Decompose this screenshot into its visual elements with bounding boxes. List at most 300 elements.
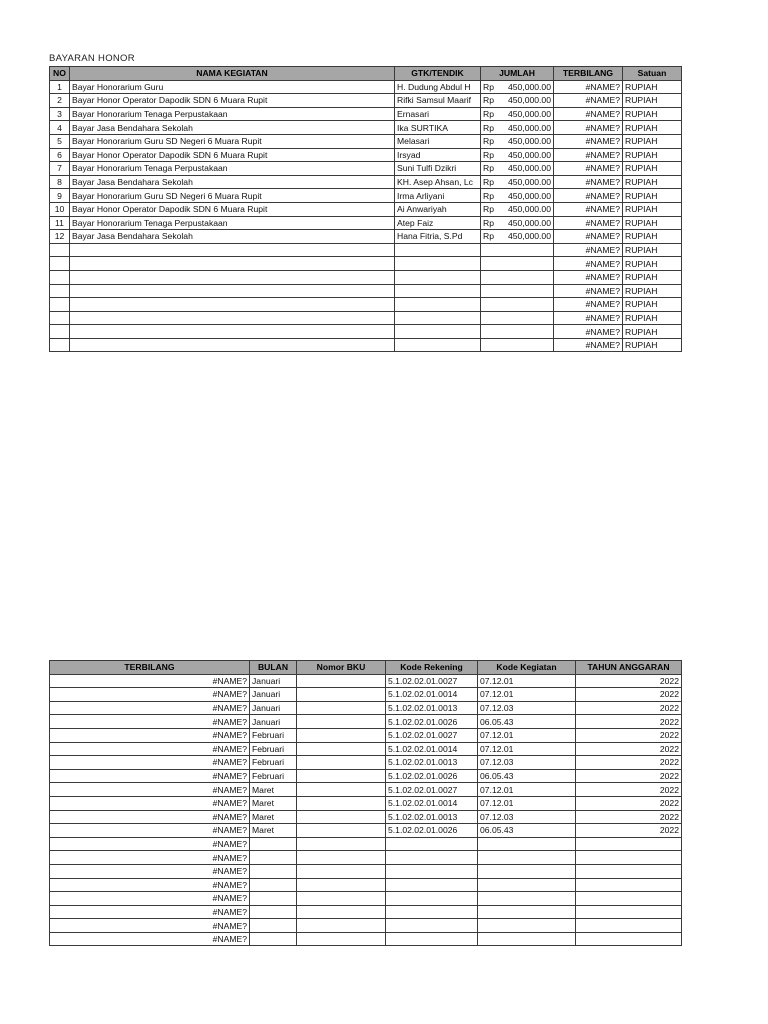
kode-kegiatan-cell[interactable] <box>478 864 576 878</box>
terbilang-cell[interactable]: #NAME? <box>50 837 250 851</box>
table-row <box>50 162 682 176</box>
gtk-tendik-cell[interactable] <box>395 284 481 298</box>
no-cell[interactable]: 10 <box>50 202 70 216</box>
gtk-tendik-cell[interactable] <box>395 325 481 339</box>
terbilang-cell[interactable]: #NAME? <box>50 742 250 756</box>
amount-value: 450,000.00 <box>507 136 551 147</box>
jumlah-cell[interactable] <box>481 189 554 203</box>
gtk-tendik-cell[interactable] <box>395 257 481 271</box>
nama-kegiatan-cell[interactable]: Bayar Honor Operator Dapodik SDN 6 Muara Rupit <box>70 148 395 162</box>
header-gtk-tendik[interactable]: GTK/TENDIK <box>395 67 481 81</box>
satuan-cell[interactable]: RUPIAH <box>623 94 682 108</box>
table-row <box>50 878 682 892</box>
kode-kegiatan-cell[interactable]: 06.05.43 <box>478 824 576 838</box>
terbilang-cell[interactable]: #NAME? <box>554 311 623 325</box>
terbilang-cell[interactable]: #NAME? <box>554 216 623 230</box>
kode-kegiatan-cell[interactable] <box>478 837 576 851</box>
jumlah-cell[interactable] <box>481 121 554 135</box>
nomor-bku-cell[interactable] <box>297 742 386 756</box>
gtk-tendik-cell[interactable] <box>395 270 481 284</box>
kode-rekening-cell[interactable] <box>386 892 478 906</box>
kode-rekening-cell[interactable] <box>386 864 478 878</box>
nomor-bku-cell[interactable] <box>297 796 386 810</box>
header-nomor-bku[interactable]: Nomor BKU <box>297 661 386 675</box>
terbilang-cell[interactable]: #NAME? <box>554 243 623 257</box>
gtk-tendik-cell[interactable]: Ika SURTIKA <box>395 121 481 135</box>
satuan-cell[interactable]: RUPIAH <box>623 311 682 325</box>
nama-kegiatan-cell[interactable]: Bayar Honorarium Tenaga Perpustakaan <box>70 162 395 176</box>
satuan-cell[interactable]: RUPIAH <box>623 80 682 94</box>
kode-rekening-cell[interactable] <box>386 878 478 892</box>
table-row <box>50 688 682 702</box>
table-row <box>50 216 682 230</box>
kode-kegiatan-cell[interactable] <box>478 919 576 933</box>
terbilang-cell[interactable]: #NAME? <box>554 202 623 216</box>
bulan-cell[interactable] <box>250 919 297 933</box>
tahun-anggaran-cell[interactable]: 2022 <box>576 796 682 810</box>
nama-kegiatan-cell[interactable]: Bayar Jasa Bendahara Sekolah <box>70 230 395 244</box>
satuan-cell[interactable]: RUPIAH <box>623 189 682 203</box>
satuan-cell[interactable]: RUPIAH <box>623 243 682 257</box>
nama-kegiatan-cell[interactable] <box>70 325 395 339</box>
table-row <box>50 674 682 688</box>
no-cell[interactable]: 4 <box>50 121 70 135</box>
satuan-cell[interactable]: RUPIAH <box>623 162 682 176</box>
honor-table <box>49 66 682 352</box>
nomor-bku-cell[interactable] <box>297 688 386 702</box>
header-kode-rekening[interactable]: Kode Rekening <box>386 661 478 675</box>
amount-value: 450,000.00 <box>507 163 551 174</box>
kode-kegiatan-cell[interactable]: 07.12.01 <box>478 796 576 810</box>
jumlah-cell[interactable] <box>481 94 554 108</box>
kode-rekening-cell[interactable]: 5.1.02.02.01.0014 <box>386 688 478 702</box>
tahun-anggaran-cell[interactable]: 2022 <box>576 742 682 756</box>
satuan-cell[interactable]: RUPIAH <box>623 284 682 298</box>
tahun-anggaran-cell[interactable] <box>576 878 682 892</box>
terbilang-cell[interactable]: #NAME? <box>554 284 623 298</box>
satuan-cell[interactable]: RUPIAH <box>623 298 682 312</box>
gtk-tendik-cell[interactable]: Rifki Samsul Maarif <box>395 94 481 108</box>
satuan-cell[interactable]: RUPIAH <box>623 216 682 230</box>
nama-kegiatan-cell[interactable] <box>70 311 395 325</box>
table-row <box>50 257 682 271</box>
terbilang-cell[interactable]: #NAME? <box>554 121 623 135</box>
gtk-tendik-cell[interactable]: Irsyad <box>395 148 481 162</box>
kode-kegiatan-cell[interactable]: 07.12.01 <box>478 742 576 756</box>
bulan-cell[interactable]: Februari <box>250 742 297 756</box>
nomor-bku-cell[interactable] <box>297 878 386 892</box>
honor-table-header <box>50 67 682 81</box>
nama-kegiatan-cell[interactable] <box>70 284 395 298</box>
satuan-cell[interactable]: RUPIAH <box>623 107 682 121</box>
nama-kegiatan-cell[interactable] <box>70 257 395 271</box>
kode-rekening-cell[interactable] <box>386 851 478 865</box>
table-row <box>50 824 682 838</box>
jumlah-cell[interactable] <box>481 175 554 189</box>
table-row <box>50 338 682 352</box>
currency-label: Rp <box>483 204 494 215</box>
table-row <box>50 756 682 770</box>
nomor-bku-cell[interactable] <box>297 851 386 865</box>
terbilang-cell[interactable]: #NAME? <box>554 189 623 203</box>
tahun-anggaran-cell[interactable]: 2022 <box>576 701 682 715</box>
jumlah-cell[interactable] <box>481 148 554 162</box>
kode-rekening-cell[interactable]: 5.1.02.02.01.0013 <box>386 810 478 824</box>
table-row <box>50 121 682 135</box>
header-kode-kegiatan[interactable]: Kode Kegiatan <box>478 661 576 675</box>
header-nama-kegiatan[interactable]: NAMA KEGIATAN <box>70 67 395 81</box>
header-tahun-anggaran[interactable]: TAHUN ANGGARAN <box>576 661 682 675</box>
terbilang-cell[interactable]: #NAME? <box>554 298 623 312</box>
bulan-cell[interactable]: Maret <box>250 796 297 810</box>
no-cell[interactable]: 12 <box>50 230 70 244</box>
terbilang-cell[interactable]: #NAME? <box>50 851 250 865</box>
gtk-tendik-cell[interactable] <box>395 338 481 352</box>
nomor-bku-cell[interactable] <box>297 769 386 783</box>
gtk-tendik-cell[interactable]: Irma Arliyani <box>395 189 481 203</box>
bulan-cell[interactable] <box>250 932 297 946</box>
nama-kegiatan-cell[interactable]: Bayar Honorarium Tenaga Perpustakaan <box>70 216 395 230</box>
gtk-tendik-cell[interactable] <box>395 243 481 257</box>
satuan-cell[interactable]: RUPIAH <box>623 148 682 162</box>
nama-kegiatan-cell[interactable] <box>70 270 395 284</box>
currency-label: Rp <box>483 109 494 120</box>
bulan-cell[interactable]: Januari <box>250 715 297 729</box>
no-cell[interactable]: 9 <box>50 189 70 203</box>
terbilang-cell[interactable]: #NAME? <box>50 728 250 742</box>
kode-kegiatan-cell[interactable]: 07.12.01 <box>478 783 576 797</box>
bulan-cell[interactable]: Februari <box>250 756 297 770</box>
terbilang-cell[interactable]: #NAME? <box>50 769 250 783</box>
no-cell[interactable] <box>50 270 70 284</box>
bulan-cell[interactable] <box>250 837 297 851</box>
terbilang-cell[interactable]: #NAME? <box>50 715 250 729</box>
jumlah-cell[interactable] <box>481 80 554 94</box>
bulan-cell[interactable] <box>250 905 297 919</box>
tahun-anggaran-cell[interactable]: 2022 <box>576 769 682 783</box>
jumlah-cell[interactable] <box>481 311 554 325</box>
terbilang-cell[interactable]: #NAME? <box>50 878 250 892</box>
terbilang-cell[interactable]: #NAME? <box>50 701 250 715</box>
tahun-anggaran-cell[interactable]: 2022 <box>576 728 682 742</box>
bulan-cell[interactable] <box>250 864 297 878</box>
satuan-cell[interactable]: RUPIAH <box>623 134 682 148</box>
bulan-cell[interactable]: Maret <box>250 824 297 838</box>
nomor-bku-cell[interactable] <box>297 810 386 824</box>
table-row <box>50 919 682 933</box>
nama-kegiatan-cell[interactable]: Bayar Jasa Bendahara Sekolah <box>70 121 395 135</box>
table-row <box>50 905 682 919</box>
terbilang-cell[interactable]: #NAME? <box>50 810 250 824</box>
tahun-anggaran-cell[interactable]: 2022 <box>576 688 682 702</box>
bulan-cell[interactable] <box>250 878 297 892</box>
gtk-tendik-cell[interactable]: Ai Anwariyah <box>395 202 481 216</box>
nomor-bku-cell[interactable] <box>297 728 386 742</box>
kode-kegiatan-cell[interactable]: 07.12.03 <box>478 810 576 824</box>
no-cell[interactable]: 2 <box>50 94 70 108</box>
kode-kegiatan-cell[interactable]: 07.12.03 <box>478 701 576 715</box>
table-row <box>50 311 682 325</box>
tahun-anggaran-cell[interactable]: 2022 <box>576 674 682 688</box>
gtk-tendik-cell[interactable]: Hana Fitria, S.Pd <box>395 230 481 244</box>
kode-rekening-cell[interactable] <box>386 837 478 851</box>
no-cell[interactable]: 5 <box>50 134 70 148</box>
table-row <box>50 80 682 94</box>
no-cell[interactable] <box>50 243 70 257</box>
gtk-tendik-cell[interactable]: Suni Tulfi Dzikri <box>395 162 481 176</box>
jumlah-cell[interactable] <box>481 134 554 148</box>
terbilang-cell[interactable]: #NAME? <box>50 783 250 797</box>
no-cell[interactable]: 3 <box>50 107 70 121</box>
jumlah-cell[interactable] <box>481 298 554 312</box>
no-cell[interactable]: 11 <box>50 216 70 230</box>
kode-rekening-cell[interactable]: 5.1.02.02.01.0027 <box>386 674 478 688</box>
gtk-tendik-cell[interactable]: Atep Faiz <box>395 216 481 230</box>
currency-label: Rp <box>483 81 494 92</box>
tahun-anggaran-cell[interactable] <box>576 905 682 919</box>
jumlah-cell[interactable] <box>481 162 554 176</box>
jumlah-cell[interactable] <box>481 107 554 121</box>
satuan-cell[interactable]: RUPIAH <box>623 121 682 135</box>
kode-rekening-cell[interactable]: 5.1.02.02.01.0027 <box>386 783 478 797</box>
tahun-anggaran-cell[interactable] <box>576 864 682 878</box>
terbilang-cell[interactable]: #NAME? <box>50 919 250 933</box>
satuan-cell[interactable]: RUPIAH <box>623 338 682 352</box>
amount-value: 450,000.00 <box>507 204 551 215</box>
tahun-anggaran-cell[interactable] <box>576 919 682 933</box>
nomor-bku-cell[interactable] <box>297 919 386 933</box>
bulan-cell[interactable] <box>250 892 297 906</box>
gtk-tendik-cell[interactable]: Ernasari <box>395 107 481 121</box>
bulan-cell[interactable]: Februari <box>250 769 297 783</box>
nomor-bku-cell[interactable] <box>297 824 386 838</box>
nama-kegiatan-cell[interactable]: Bayar Honor Operator Dapodik SDN 6 Muara Rupit <box>70 94 395 108</box>
terbilang-cell[interactable]: #NAME? <box>50 756 250 770</box>
tahun-anggaran-cell[interactable]: 2022 <box>576 756 682 770</box>
table-row <box>50 94 682 108</box>
satuan-cell[interactable]: RUPIAH <box>623 270 682 284</box>
kode-kegiatan-cell[interactable] <box>478 905 576 919</box>
bulan-cell[interactable]: Januari <box>250 688 297 702</box>
terbilang-cell[interactable]: #NAME? <box>554 270 623 284</box>
tahun-anggaran-cell[interactable]: 2022 <box>576 810 682 824</box>
satuan-cell[interactable]: RUPIAH <box>623 325 682 339</box>
jumlah-cell[interactable] <box>481 284 554 298</box>
bulan-cell[interactable]: Februari <box>250 728 297 742</box>
terbilang-cell[interactable]: #NAME? <box>50 932 250 946</box>
amount-value: 450,000.00 <box>507 231 551 242</box>
terbilang-cell[interactable]: #NAME? <box>554 107 623 121</box>
terbilang-cell[interactable]: #NAME? <box>50 892 250 906</box>
gtk-tendik-cell[interactable]: KH. Asep Ahsan, Lc <box>395 175 481 189</box>
satuan-cell[interactable]: RUPIAH <box>623 230 682 244</box>
currency-label: Rp <box>483 136 494 147</box>
terbilang-cell[interactable]: #NAME? <box>554 80 623 94</box>
terbilang-cell[interactable]: #NAME? <box>50 674 250 688</box>
jumlah-cell[interactable] <box>481 216 554 230</box>
terbilang-cell[interactable]: #NAME? <box>554 230 623 244</box>
kode-rekening-cell[interactable] <box>386 932 478 946</box>
table-row <box>50 298 682 312</box>
nama-kegiatan-cell[interactable]: Bayar Honorarium Tenaga Perpustakaan <box>70 107 395 121</box>
bulan-cell[interactable]: Maret <box>250 783 297 797</box>
satuan-cell[interactable]: RUPIAH <box>623 175 682 189</box>
kode-kegiatan-cell[interactable]: 07.12.01 <box>478 728 576 742</box>
table-row <box>50 107 682 121</box>
jumlah-cell[interactable] <box>481 338 554 352</box>
table-row <box>50 325 682 339</box>
satuan-cell[interactable]: RUPIAH <box>623 202 682 216</box>
terbilang-cell[interactable]: #NAME? <box>50 688 250 702</box>
table-row <box>50 243 682 257</box>
nama-kegiatan-cell[interactable]: Bayar Honorarium Guru <box>70 80 395 94</box>
currency-label: Rp <box>483 163 494 174</box>
kode-rekening-cell[interactable]: 5.1.02.02.01.0014 <box>386 796 478 810</box>
kode-kegiatan-cell[interactable] <box>478 932 576 946</box>
nomor-bku-cell[interactable] <box>297 715 386 729</box>
header-bulan[interactable]: BULAN <box>250 661 297 675</box>
nomor-bku-cell[interactable] <box>297 756 386 770</box>
bulan-cell[interactable]: Maret <box>250 810 297 824</box>
gtk-tendik-cell[interactable]: Melasari <box>395 134 481 148</box>
jumlah-cell[interactable] <box>481 270 554 284</box>
gtk-tendik-cell[interactable] <box>395 311 481 325</box>
kode-rekening-cell[interactable] <box>386 905 478 919</box>
kode-kegiatan-cell[interactable]: 07.12.01 <box>478 674 576 688</box>
amount-value: 450,000.00 <box>507 122 551 133</box>
terbilang-cell[interactable]: #NAME? <box>50 796 250 810</box>
header-no[interactable]: NO <box>50 67 70 81</box>
header-jumlah[interactable]: JUMLAH <box>481 67 554 81</box>
gtk-tendik-cell[interactable]: H. Dudung Abdul H <box>395 80 481 94</box>
no-cell[interactable]: 7 <box>50 162 70 176</box>
amount-value: 450,000.00 <box>507 177 551 188</box>
terbilang-cell[interactable]: #NAME? <box>50 905 250 919</box>
terbilang-cell[interactable]: #NAME? <box>554 175 623 189</box>
bulan-cell[interactable]: Januari <box>250 674 297 688</box>
tahun-anggaran-cell[interactable]: 2022 <box>576 783 682 797</box>
no-cell[interactable] <box>50 338 70 352</box>
nama-kegiatan-cell[interactable]: Bayar Jasa Bendahara Sekolah <box>70 175 395 189</box>
jumlah-cell[interactable] <box>481 202 554 216</box>
kode-rekening-cell[interactable]: 5.1.02.02.01.0014 <box>386 742 478 756</box>
kode-rekening-cell[interactable]: 5.1.02.02.01.0026 <box>386 824 478 838</box>
kode-kegiatan-cell[interactable] <box>478 851 576 865</box>
kode-rekening-cell[interactable]: 5.1.02.02.01.0027 <box>386 728 478 742</box>
bulan-cell[interactable] <box>250 851 297 865</box>
nama-kegiatan-cell[interactable] <box>70 338 395 352</box>
terbilang-cell[interactable]: #NAME? <box>50 864 250 878</box>
kode-rekening-cell[interactable] <box>386 919 478 933</box>
no-cell[interactable] <box>50 284 70 298</box>
kode-kegiatan-cell[interactable]: 06.05.43 <box>478 715 576 729</box>
table-row <box>50 742 682 756</box>
table-row <box>50 783 682 797</box>
nama-kegiatan-cell[interactable]: Bayar Honorarium Guru SD Negeri 6 Muara Rupit <box>70 134 395 148</box>
tahun-anggaran-cell[interactable] <box>576 851 682 865</box>
table-row <box>50 202 682 216</box>
jumlah-cell[interactable] <box>481 243 554 257</box>
currency-label: Rp <box>483 217 494 228</box>
terbilang-cell[interactable]: #NAME? <box>554 257 623 271</box>
gtk-tendik-cell[interactable] <box>395 298 481 312</box>
terbilang-cell[interactable]: #NAME? <box>50 824 250 838</box>
tahun-anggaran-cell[interactable]: 2022 <box>576 715 682 729</box>
kode-rekening-cell[interactable]: 5.1.02.02.01.0013 <box>386 701 478 715</box>
jumlah-cell[interactable] <box>481 325 554 339</box>
no-cell[interactable]: 8 <box>50 175 70 189</box>
no-cell[interactable]: 1 <box>50 80 70 94</box>
nama-kegiatan-cell[interactable] <box>70 243 395 257</box>
nama-kegiatan-cell[interactable]: Bayar Honor Operator Dapodik SDN 6 Muara Rupit <box>70 202 395 216</box>
terbilang-cell[interactable]: #NAME? <box>554 134 623 148</box>
no-cell[interactable] <box>50 325 70 339</box>
nomor-bku-cell[interactable] <box>297 701 386 715</box>
terbilang-cell[interactable]: #NAME? <box>554 162 623 176</box>
header-terbilang[interactable]: TERBILANG <box>50 661 250 675</box>
header-satuan[interactable]: Satuan <box>623 67 682 81</box>
nomor-bku-cell[interactable] <box>297 905 386 919</box>
kode-rekening-cell[interactable]: 5.1.02.02.01.0013 <box>386 756 478 770</box>
tahun-anggaran-cell[interactable] <box>576 837 682 851</box>
jumlah-cell[interactable] <box>481 230 554 244</box>
table-row <box>50 728 682 742</box>
header-terbilang[interactable]: TERBILANG <box>554 67 623 81</box>
no-cell[interactable] <box>50 298 70 312</box>
nama-kegiatan-cell[interactable] <box>70 298 395 312</box>
table-row <box>50 810 682 824</box>
table-row <box>50 134 682 148</box>
bulan-cell[interactable]: Januari <box>250 701 297 715</box>
table-row <box>50 851 682 865</box>
table-row <box>50 769 682 783</box>
tahun-anggaran-cell[interactable] <box>576 932 682 946</box>
bku-table <box>49 660 682 946</box>
terbilang-cell[interactable]: #NAME? <box>554 325 623 339</box>
nama-kegiatan-cell[interactable]: Bayar Honorarium Guru SD Negeri 6 Muara Rupit <box>70 189 395 203</box>
kode-rekening-cell[interactable]: 5.1.02.02.01.0026 <box>386 769 478 783</box>
nomor-bku-cell[interactable] <box>297 864 386 878</box>
jumlah-cell[interactable] <box>481 257 554 271</box>
terbilang-cell[interactable]: #NAME? <box>554 94 623 108</box>
table-row <box>50 796 682 810</box>
nomor-bku-cell[interactable] <box>297 783 386 797</box>
nomor-bku-cell[interactable] <box>297 837 386 851</box>
kode-kegiatan-cell[interactable]: 07.12.03 <box>478 756 576 770</box>
kode-kegiatan-cell[interactable] <box>478 892 576 906</box>
kode-kegiatan-cell[interactable] <box>478 878 576 892</box>
satuan-cell[interactable]: RUPIAH <box>623 257 682 271</box>
nomor-bku-cell[interactable] <box>297 674 386 688</box>
terbilang-cell[interactable]: #NAME? <box>554 148 623 162</box>
terbilang-cell[interactable]: #NAME? <box>554 338 623 352</box>
kode-kegiatan-cell[interactable]: 06.05.43 <box>478 769 576 783</box>
no-cell[interactable] <box>50 257 70 271</box>
tahun-anggaran-cell[interactable] <box>576 892 682 906</box>
tahun-anggaran-cell[interactable]: 2022 <box>576 824 682 838</box>
kode-rekening-cell[interactable]: 5.1.02.02.01.0026 <box>386 715 478 729</box>
table-row <box>50 715 682 729</box>
no-cell[interactable]: 6 <box>50 148 70 162</box>
table-row <box>50 230 682 244</box>
table-row <box>50 864 682 878</box>
nomor-bku-cell[interactable] <box>297 892 386 906</box>
table-row <box>50 932 682 946</box>
kode-kegiatan-cell[interactable]: 07.12.01 <box>478 688 576 702</box>
no-cell[interactable] <box>50 311 70 325</box>
amount-value: 450,000.00 <box>507 109 551 120</box>
nomor-bku-cell[interactable] <box>297 932 386 946</box>
